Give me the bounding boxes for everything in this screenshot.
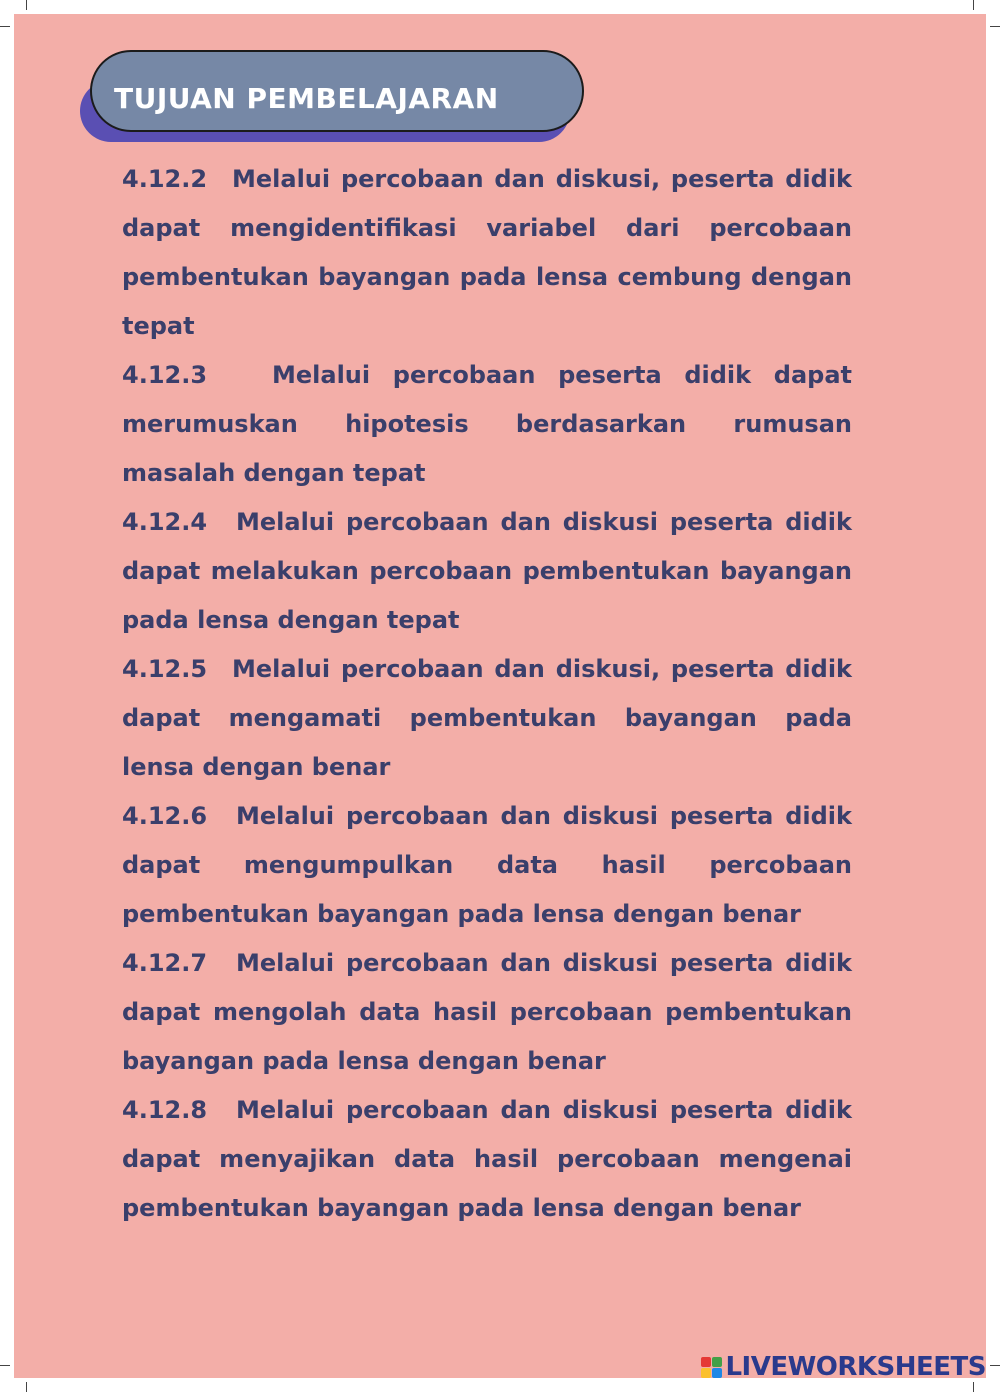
- objective-item: [122, 645, 852, 792]
- objective-item: [122, 351, 852, 498]
- objective-text: Melalui percobaan peserta didik dapat merumuskan hipotesis berdasarkan rumusan masalah dengan tepat: [122, 361, 852, 487]
- objective-code: 4.12.3: [122, 361, 208, 389]
- objective-item: [122, 155, 852, 351]
- objective-text: Melalui percobaan dan diskusi, peserta didik dapat mengamati pembentukan bayangan pada lensa dengan benar: [122, 655, 852, 781]
- logo-cell-icon: [701, 1368, 711, 1378]
- crop-mark-bottom-right-h: [990, 1365, 1000, 1366]
- crop-mark-bottom-left-v: [26, 1382, 27, 1392]
- crop-mark-top-right-h: [990, 26, 1000, 27]
- logo-cell-icon: [712, 1368, 722, 1378]
- objective-item: [122, 498, 852, 645]
- objective-text: Melalui percobaan dan diskusi, peserta didik dapat mengidentifikasi variabel dari percobaan pembentukan bayangan pada lensa cembung dengan tepat: [122, 165, 852, 340]
- objective-code: 4.12.6: [122, 802, 208, 830]
- crop-mark-top-left-h: [0, 26, 10, 27]
- objective-code: 4.12.7: [122, 949, 208, 977]
- objective-code: 4.12.2: [122, 165, 208, 193]
- title-banner: [80, 50, 588, 146]
- objective-code: 4.12.8: [122, 1096, 208, 1124]
- crop-mark-bottom-left-h: [0, 1365, 10, 1366]
- title-banner-pill: [90, 50, 584, 132]
- objective-text: Melalui percobaan dan diskusi peserta didik dapat mengumpulkan data hasil percobaan pembentukan bayangan pada lensa dengan benar: [122, 802, 852, 928]
- crop-mark-bottom-right-v: [973, 1382, 974, 1392]
- objective-item: [122, 1086, 852, 1233]
- logo-cell-icon: [701, 1357, 711, 1367]
- crop-mark-top-right-v: [973, 0, 974, 10]
- page-title: TUJUAN PEMBELAJARAN: [114, 81, 499, 115]
- objective-item: [122, 939, 852, 1086]
- objective-text: Melalui percobaan dan diskusi peserta didik dapat mengolah data hasil percobaan pembentukan bayangan pada lensa dengan benar: [122, 949, 852, 1075]
- objectives-list: [122, 155, 852, 1233]
- liveworksheets-logo[interactable]: [701, 1352, 986, 1382]
- logo-cell-icon: [712, 1357, 722, 1367]
- objective-text: Melalui percobaan dan diskusi peserta didik dapat melakukan percobaan pembentukan bayangan pada lensa dengan tepat: [122, 508, 852, 634]
- objective-text: Melalui percobaan dan diskusi peserta didik dapat menyajikan data hasil percobaan mengenai pembentukan bayangan pada lensa dengan benar: [122, 1096, 852, 1222]
- objective-code: 4.12.5: [122, 655, 208, 683]
- liveworksheets-logo-icon: [701, 1357, 722, 1378]
- crop-mark-top-left-v: [26, 0, 27, 10]
- objective-item: [122, 792, 852, 939]
- objective-code: 4.12.4: [122, 508, 208, 536]
- liveworksheets-brand-text: LIVEWORKSHEETS: [725, 1352, 986, 1382]
